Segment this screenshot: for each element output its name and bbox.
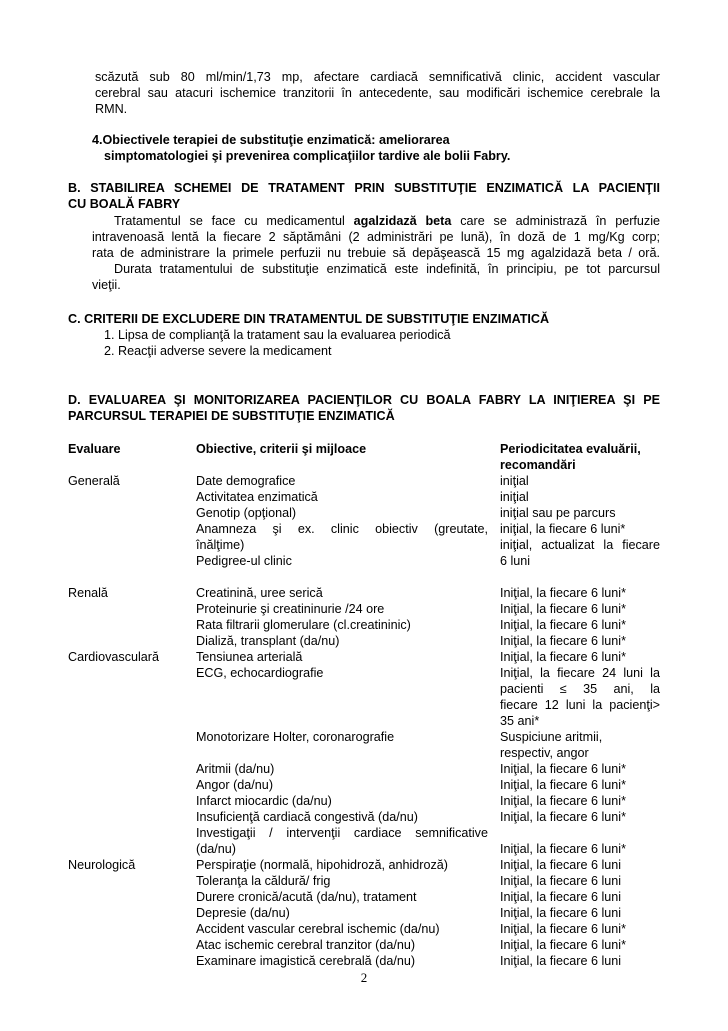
cell-line: Depresie (da/nu)	[196, 906, 290, 920]
section-b-heading	[68, 180, 660, 212]
intro-paragraph	[95, 69, 660, 117]
cell-obiective	[196, 793, 488, 809]
cell-line: Iniţial, la fiecare 6 luni	[500, 874, 622, 888]
cell-line: Iniţial, la fiecare 6 luni*	[500, 794, 627, 808]
header-periodicitate-line: recomandări	[500, 458, 576, 472]
cell-line: Iniţial, la fiecare 6 luni*	[500, 602, 627, 616]
cell-line: înălţime)	[196, 538, 245, 552]
table-row	[68, 505, 660, 521]
cell-obiective	[196, 521, 488, 553]
cell-line: Dializă, transplant (da/nu)	[196, 634, 340, 648]
cell-line: Infarct miocardic (da/nu)	[196, 794, 332, 808]
cell-line: (da/nu)	[196, 842, 236, 856]
cell-periodicitate	[500, 729, 660, 761]
cell-line: Iniţial, la fiecare 6 luni*	[500, 922, 627, 936]
cell-line: Iniţial, la fiecare 6 luni*	[500, 842, 627, 856]
cell-obiective	[196, 585, 488, 601]
cell-line: Iniţial, la fiecare 6 luni	[500, 906, 622, 920]
cell-obiective	[196, 953, 488, 969]
table-row	[68, 521, 660, 553]
cell-line: Iniţial, la fiecare 24 luni la	[500, 666, 660, 680]
table-row	[68, 889, 660, 905]
cell-line: Generală	[68, 474, 120, 488]
cell-line: respectiv, angor	[500, 746, 589, 760]
cell-periodicitate	[500, 761, 660, 777]
cell-periodicitate	[500, 921, 660, 937]
table-row	[68, 953, 660, 969]
objective-paragraph	[92, 132, 652, 164]
table-row	[68, 601, 660, 617]
section-d-heading-line-1: D. EVALUAREA ŞI MONITORIZAREA PACIENŢILOR CU BOALA FABRY LA INIŢIEREA ŞI PE	[68, 393, 660, 407]
table-row	[68, 937, 660, 953]
cell-periodicitate	[500, 505, 660, 521]
cell-line: Iniţial, la fiecare 6 luni*	[500, 778, 627, 792]
cell-periodicitate	[500, 937, 660, 953]
intro-line: RMN.	[95, 102, 128, 116]
cell-obiective	[196, 729, 488, 745]
table-row	[68, 633, 660, 649]
table-header-row	[68, 441, 660, 473]
cell-line: Aritmii (da/nu)	[196, 762, 275, 776]
cell-line: Neurologică	[68, 858, 136, 872]
cell-line: iniţial, actualizat la fiecare	[500, 538, 660, 552]
cell-obiective	[196, 617, 488, 633]
duration-line-2: vieţii.	[92, 278, 121, 292]
cell-line: ECG, echocardiografie	[196, 666, 324, 680]
cell-obiective	[196, 809, 488, 825]
cell-line: Iniţial, la fiecare 6 luni*	[500, 810, 627, 824]
table-row	[68, 489, 660, 505]
cell-obiective	[196, 905, 488, 921]
cell-line: iniţial	[500, 474, 529, 488]
cell-obiective	[196, 553, 488, 569]
section-d-heading-line-2: PARCURSUL TERAPIEI DE SUBSTITUŢIE ENZIMATICĂ	[68, 409, 395, 423]
cell-line: Iniţial, la fiecare 6 luni*	[500, 586, 627, 600]
cell-line: Monotorizare Holter, coronarografie	[196, 730, 395, 744]
cell-periodicitate	[500, 953, 660, 969]
cell-line	[500, 825, 660, 841]
cell-line: Iniţial, la fiecare 6 luni*	[500, 762, 627, 776]
table-row	[68, 873, 660, 889]
cell-line: Angor (da/nu)	[196, 778, 274, 792]
cell-obiective	[196, 889, 488, 905]
table-row	[68, 473, 660, 489]
cell-line: Iniţial, la fiecare 6 luni	[500, 890, 622, 904]
duration-line-1: Durata tratamentului de substituţie enzimatică este indefinită, în principiu, pe tot parcursul	[114, 262, 660, 276]
cell-obiective	[196, 777, 488, 793]
cell-periodicitate	[500, 489, 660, 505]
cell-line: Iniţial, la fiecare 6 luni*	[500, 634, 627, 648]
cell-periodicitate	[500, 665, 660, 729]
treatment-text: Tratamentul se face cu medicamentul	[114, 214, 354, 228]
section-b-paragraph-1	[92, 213, 660, 261]
table-row	[68, 617, 660, 633]
cell-line: Date demografice	[196, 474, 296, 488]
table-row	[68, 825, 660, 857]
treatment-line-3: rata de administrare la primele perfuzii nu trebuie să depăşească 15 mg agalzidază beta / oră.	[92, 246, 660, 260]
cell-line: Creatinină, uree serică	[196, 586, 323, 600]
section-d-heading	[68, 392, 660, 424]
section-c-heading: C. CRITERII DE EXCLUDERE DIN TRATAMENTUL DE SUBSTITUŢIE ENZIMATICĂ	[68, 312, 550, 326]
cell-obiective	[196, 489, 488, 505]
table-row	[68, 905, 660, 921]
cell-line: Anamneza şi ex. clinic obiectiv (greutate,	[196, 522, 488, 536]
table-row	[68, 857, 660, 873]
cell-evaluare	[68, 473, 192, 489]
cell-periodicitate	[500, 905, 660, 921]
cell-line: fiecare 12 luni la pacienţi>	[500, 698, 660, 712]
cell-periodicitate	[500, 617, 660, 633]
cell-obiective	[196, 761, 488, 777]
cell-periodicitate	[500, 873, 660, 889]
cell-periodicitate	[500, 825, 660, 857]
cell-line: iniţial, la fiecare 6 luni*	[500, 522, 626, 536]
exclusion-list	[104, 327, 451, 359]
table-body	[68, 473, 660, 969]
cell-line: 35 ani*	[500, 714, 540, 728]
cell-periodicitate	[500, 857, 660, 873]
treatment-line-2: intravenoasă lentă la fiecare 2 săptămâni (2 administrări pe lună), în doză de 1 mg/Kg corp;	[92, 230, 660, 244]
cell-evaluare	[68, 857, 192, 873]
cell-line: Iniţial, la fiecare 6 luni	[500, 954, 622, 968]
table-row	[68, 777, 660, 793]
cell-line: Toleranţa la căldură/ frig	[196, 874, 331, 888]
cell-line: Iniţial, la fiecare 6 luni*	[500, 938, 627, 952]
cell-obiective	[196, 601, 488, 617]
cell-periodicitate	[500, 633, 660, 649]
cell-periodicitate	[500, 889, 660, 905]
drug-name: agalzidază beta	[353, 214, 452, 228]
cell-evaluare	[68, 649, 192, 665]
cell-obiective	[196, 921, 488, 937]
header-obiective: Obiective, criterii şi mijloace	[196, 442, 367, 456]
cell-obiective	[196, 937, 488, 953]
intro-line: scăzută sub 80 ml/min/1,73 mp, afectare cardiacă semnificativă clinic, accident vascular	[95, 70, 660, 84]
section-b-paragraph-2	[92, 261, 660, 293]
table-row	[68, 921, 660, 937]
cell-line: Perspiraţie (normală, hipohidroză, anhidroză)	[196, 858, 449, 872]
cell-line: Investigaţii / intervenţii cardiace semnificative	[196, 826, 488, 840]
cell-line: Durere cronică/acută (da/nu), tratament	[196, 890, 417, 904]
cell-obiective	[196, 505, 488, 521]
intro-line: cerebral sau atacuri ischemice tranzitorii în antecedente, sau modificări ischemice cerebrale la	[95, 86, 660, 100]
cell-evaluare	[68, 585, 192, 601]
table-row	[68, 553, 660, 569]
treatment-line-1	[92, 213, 660, 229]
objective-line-2: simptomatologiei şi prevenirea complicaţiilor tardive ale bolii Fabry.	[104, 149, 511, 163]
cell-line: Atac ischemic cerebral tranzitor (da/nu)	[196, 938, 416, 952]
cell-periodicitate	[500, 777, 660, 793]
table-row	[68, 793, 660, 809]
cell-line: 6 luni	[500, 554, 531, 568]
evaluation-table	[68, 441, 660, 969]
table-row	[68, 585, 660, 601]
cell-obiective	[196, 825, 488, 857]
cell-obiective	[196, 633, 488, 649]
cell-obiective	[196, 665, 488, 681]
cell-obiective	[196, 873, 488, 889]
cell-periodicitate	[500, 601, 660, 617]
objective-line-1: 4.Obiectivele terapiei de substituţie enzimatică: ameliorarea	[92, 133, 450, 147]
cell-line: Pedigree-ul clinic	[196, 554, 292, 568]
cell-line: iniţial	[500, 490, 529, 504]
cell-periodicitate	[500, 553, 660, 569]
table-row	[68, 729, 660, 761]
cell-periodicitate	[500, 793, 660, 809]
page-number: 2	[360, 970, 368, 985]
cell-periodicitate	[500, 473, 660, 489]
list-item: 1. Lipsa de complianţă la tratament sau la evaluarea periodică	[104, 328, 451, 342]
cell-obiective	[196, 857, 488, 873]
cell-line: Iniţial, la fiecare 6 luni	[500, 858, 622, 872]
cell-line: Iniţial, la fiecare 6 luni*	[500, 650, 627, 664]
cell-line: Suspiciune aritmii,	[500, 730, 603, 744]
list-item: 2. Reacţii adverse severe la medicament	[104, 344, 332, 358]
cell-line: Activitatea enzimatică	[196, 490, 318, 504]
cell-obiective	[196, 473, 488, 489]
cell-periodicitate	[500, 809, 660, 825]
table-row	[68, 665, 660, 729]
header-evaluare: Evaluare	[68, 442, 121, 456]
cell-periodicitate	[500, 521, 660, 553]
header-periodicitate-line: Periodicitatea evaluării,	[500, 442, 641, 456]
header-periodicitate	[500, 441, 660, 473]
cell-line: Renală	[68, 586, 108, 600]
cell-line: Accident vascular cerebral ischemic (da/nu)	[196, 922, 440, 936]
treatment-text: care se administrază în perfuzie	[451, 214, 660, 228]
cell-obiective	[196, 649, 488, 665]
section-b-heading-line-2: CU BOALĂ FABRY	[68, 197, 181, 211]
cell-line: Rata filtrarii glomerulare (cl.creatininic)	[196, 618, 411, 632]
cell-periodicitate	[500, 649, 660, 665]
cell-line: pacienti ≤ 35 ani, la	[500, 682, 660, 696]
table-row	[68, 809, 660, 825]
cell-line: Proteinurie şi creatininurie /24 ore	[196, 602, 385, 616]
cell-line: Tensiunea arterială	[196, 650, 303, 664]
table-row	[68, 569, 660, 585]
cell-line: Examinare imagistică cerebrală (da/nu)	[196, 954, 416, 968]
cell-line: Cardiovasculară	[68, 650, 159, 664]
cell-periodicitate	[500, 585, 660, 601]
cell-line: Insuficienţă cardiacă congestivă (da/nu)	[196, 810, 418, 824]
section-b-heading-line-1: B. STABILIREA SCHEMEI DE TRATAMENT PRIN SUBSTITUŢIE ENZIMATICĂ LA PACIENŢII	[68, 181, 660, 195]
table-row	[68, 761, 660, 777]
table-row	[68, 649, 660, 665]
cell-line: Iniţial, la fiecare 6 luni*	[500, 618, 627, 632]
cell-line: iniţial sau pe parcurs	[500, 506, 616, 520]
cell-line: Genotip (opţional)	[196, 506, 297, 520]
